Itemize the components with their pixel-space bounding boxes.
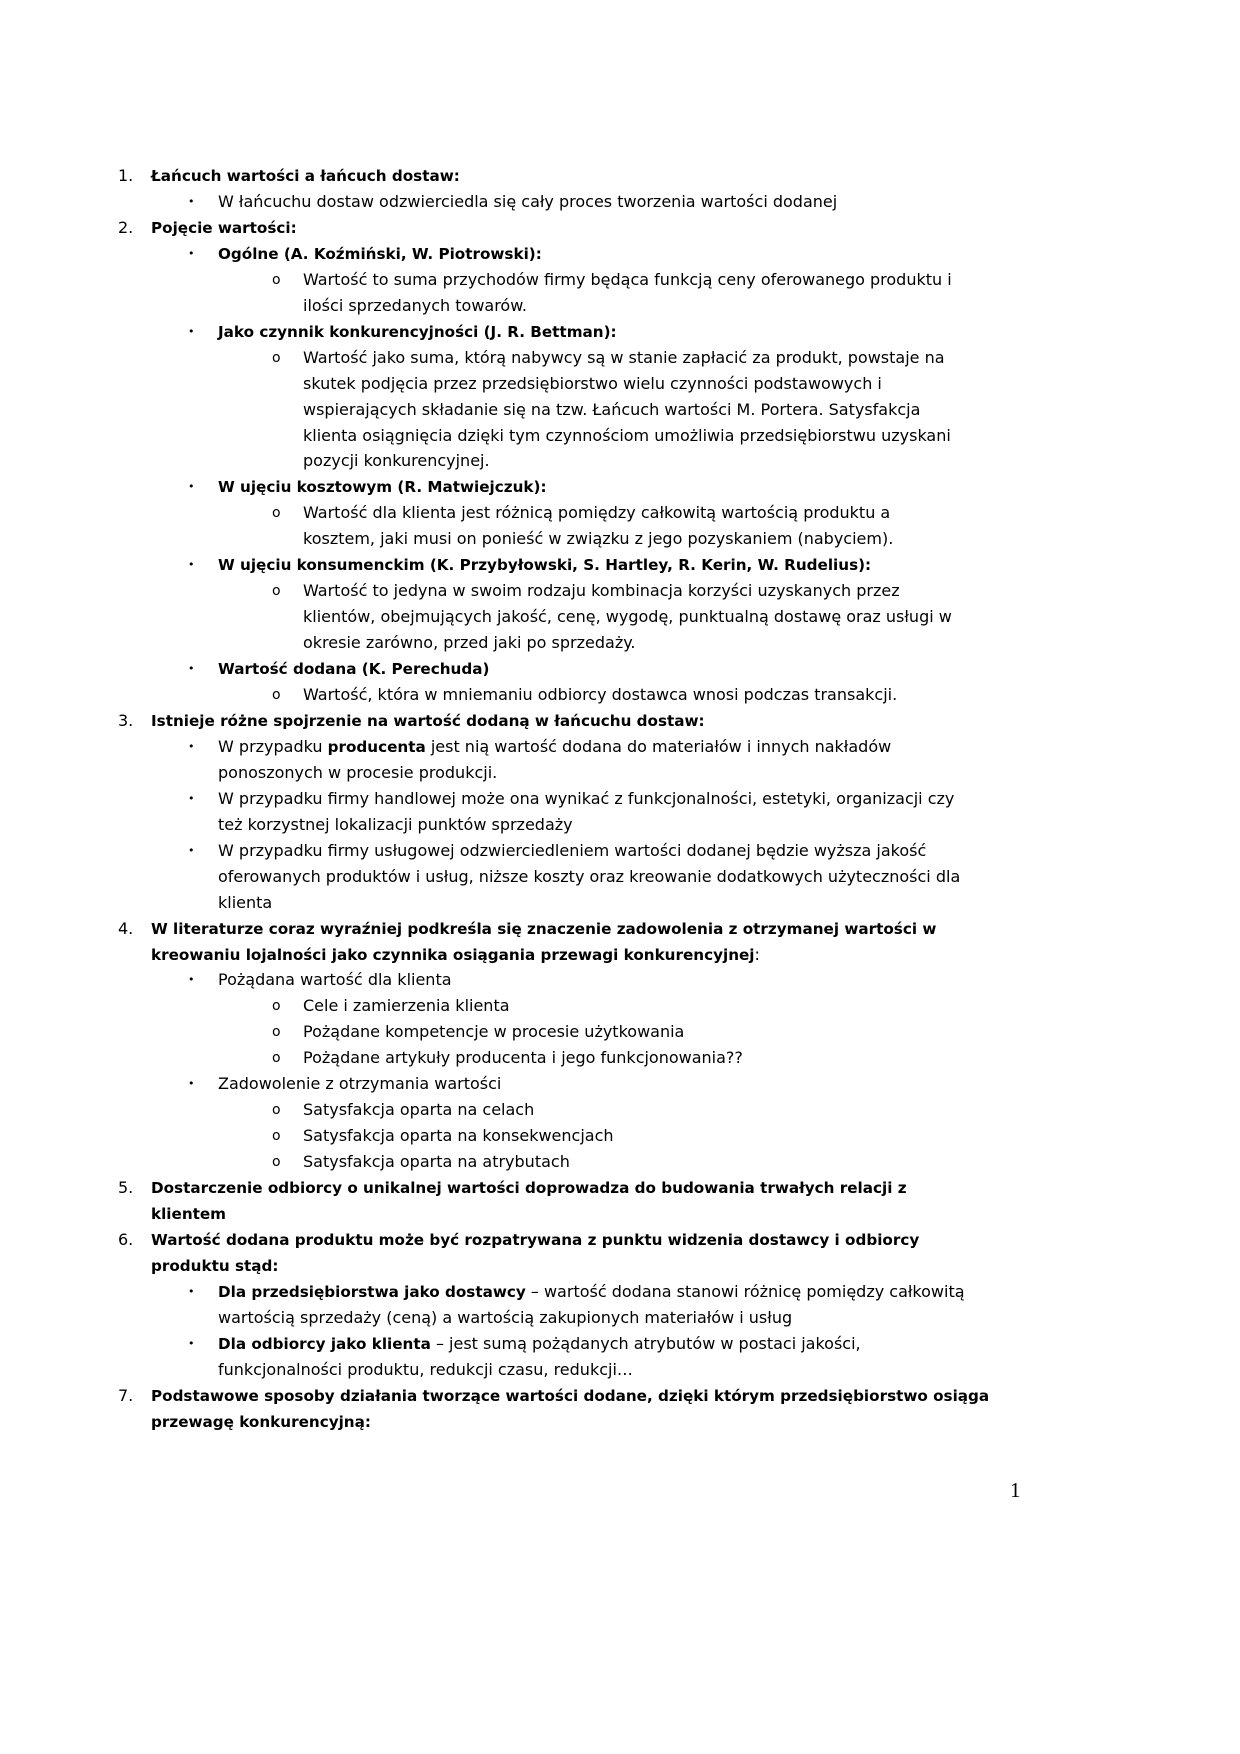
list-item — [218, 970, 452, 990]
text: Cele i zamierzenia klienta — [303, 996, 510, 1016]
text: W łańcuchu dostaw odzwierciedla się cały proces tworzenia wartości dodanej — [218, 191, 838, 211]
text: wspierających składanie się na tzw. Łańcuch wartości M. Portera. Satysfakcja — [303, 399, 921, 419]
list-item — [218, 893, 272, 913]
circle-bullet-icon: o — [272, 271, 281, 288]
bullet-icon: • — [188, 194, 195, 208]
bold-text: Podstawowe sposoby działania tworzące wartości dodane, dzięki którym przedsiębiorstwo osiąga — [151, 1386, 990, 1405]
list-item-heading — [151, 1412, 371, 1432]
list-item — [303, 1048, 743, 1068]
list-item-heading — [151, 166, 460, 186]
list-item-heading — [151, 1204, 226, 1224]
list-item — [303, 529, 893, 549]
text: Wartość to suma przychodów firmy będąca funkcją ceny oferowanego produktu i — [303, 269, 952, 289]
list-item — [218, 555, 871, 575]
text: Pożądane artykuły producenta i jego funkcjonowania?? — [303, 1048, 743, 1068]
list-item — [218, 1308, 792, 1328]
text: okresie zarówno, przed jaki po sprzedaży. — [303, 633, 636, 653]
text: klientów, obejmujących jakość, cenę, wygodę, punktualną dostawę oraz usługi w — [303, 607, 952, 627]
circle-bullet-icon: o — [272, 505, 281, 522]
text: W przypadku firmy handlowej może ona wynikać z funkcjonalności, estetyki, organizacji czy — [218, 788, 955, 808]
text: W przypadku firmy usługowej odzwierciedleniem wartości dodanej będzie wyższa jakość — [218, 840, 927, 860]
bold-text: Wartość dodana (K. Perechuda) — [218, 660, 490, 679]
list-item — [218, 192, 837, 212]
text: też korzystnej lokalizacji punktów sprzedaży — [218, 814, 573, 834]
list-item — [218, 1282, 965, 1302]
list-item — [303, 296, 527, 316]
text: – wartość dodana stanowi różnicę pomiędzy całkowitą — [525, 1281, 965, 1301]
text: Wartość jako suma, którą nabywcy są w stanie zapłacić za produkt, powstaje na — [303, 347, 945, 367]
list-item — [218, 737, 891, 757]
list-item-heading — [151, 1386, 989, 1406]
text: skutek podjęcia przez przedsiębiorstwo wielu czynności podstawowych i — [303, 373, 882, 393]
list-item-heading — [151, 711, 705, 731]
text: pozycji konkurencyjnej. — [303, 451, 490, 471]
list-item — [218, 244, 542, 264]
text: ponoszonych w procesie produkcji. — [218, 762, 498, 782]
list-item — [218, 322, 617, 342]
bold-text: W ujęciu konsumenckim (K. Przybyłowski, S. Hartley, R. Kerin, W. Rudelius): — [218, 556, 872, 575]
list-item — [218, 477, 547, 497]
text: kosztem, jaki musi on ponieść w związku z jego pozyskaniem (nabyciem). — [303, 529, 894, 549]
circle-bullet-icon: o — [272, 998, 281, 1015]
list-item — [303, 374, 882, 394]
bold-text: Ogólne (A. Koźmiński, W. Piotrowski): — [218, 244, 542, 263]
list-number: 6. — [118, 1229, 134, 1249]
text: Wartość to jedyna w swoim rodzaju kombinacja korzyści uzyskanych przez — [303, 581, 900, 601]
list-item-heading — [151, 1230, 919, 1250]
text: Wartość, która w mniemaniu odbiorcy dostawca wnosi podczas transakcji. — [303, 685, 898, 704]
list-item — [303, 1022, 684, 1042]
list-item — [218, 789, 954, 809]
bold-text: przewagę konkurencyjną: — [151, 1412, 371, 1431]
text: oferowanych produktów i usług, niższe koszty oraz kreowanie dodatkowych użyteczności dla — [218, 866, 961, 886]
list-item — [218, 867, 960, 887]
circle-bullet-icon: o — [272, 1050, 281, 1067]
bullet-icon: • — [188, 324, 195, 338]
list-number: 7. — [118, 1385, 134, 1405]
text: wartością sprzedaży (ceną) a wartością zakupionych materiałów i usług — [218, 1307, 793, 1327]
bold-text: Pojęcie wartości: — [151, 218, 297, 237]
list-number: 4. — [118, 918, 134, 938]
bold-text: klientem — [151, 1205, 227, 1223]
circle-bullet-icon: o — [272, 349, 281, 366]
text: Satysfakcja oparta na konsekwencjach — [303, 1126, 614, 1146]
bold-text: Dla odbiorcy jako klienta — [218, 1334, 431, 1353]
text: Satysfakcja oparta na atrybutach — [303, 1152, 570, 1172]
list-item — [303, 426, 951, 446]
text: Pożądana wartość dla klienta — [218, 970, 452, 990]
bold-text: Wartość dodana produktu może być rozpatrywana z punktu widzenia dostawcy i odbiorcy — [151, 1230, 920, 1249]
list-item — [303, 270, 952, 290]
list-item — [303, 996, 510, 1016]
list-item-heading — [151, 1178, 907, 1198]
list-number: 5. — [118, 1178, 134, 1198]
list-item — [303, 348, 945, 368]
bold-text: W literaturze coraz wyraźniej podkreśla się znaczenie zadowolenia z otrzymanej wartości w — [151, 919, 937, 938]
bullet-icon: • — [188, 791, 195, 805]
circle-bullet-icon: o — [272, 1154, 281, 1171]
bullet-icon: • — [188, 973, 195, 987]
list-item — [303, 400, 920, 420]
list-item — [218, 841, 926, 861]
text: jest nią wartość dodana do materiałów i innych nakładów — [425, 736, 892, 756]
text: ilości sprzedanych towarów. — [303, 295, 527, 315]
bold-text: W ujęciu kosztowym (R. Matwiejczuk): — [218, 478, 547, 497]
list-item — [218, 1334, 861, 1354]
list-item — [218, 1360, 633, 1380]
bold-text: Dla przedsiębiorstwa jako dostawcy — [218, 1282, 526, 1301]
bullet-icon: • — [188, 739, 195, 753]
list-item — [218, 763, 497, 783]
text: W przypadku — [218, 736, 328, 756]
list-number: 1. — [118, 166, 134, 185]
text: – jest sumą pożądanych atrybutów w postaci jakości, — [430, 1333, 861, 1353]
list-item-heading — [151, 1256, 278, 1276]
list-item — [303, 451, 490, 471]
bullet-icon: • — [188, 246, 195, 260]
list-number: 2. — [118, 217, 134, 237]
bold-text: Łańcuch wartości a łańcuch dostaw: — [151, 167, 460, 185]
text: : — [754, 944, 760, 964]
bold-text: producenta — [327, 737, 426, 756]
bullet-icon: • — [188, 480, 195, 494]
text: Wartość dla klienta jest różnicą pomiędzy całkowitą wartością produktu a — [303, 503, 891, 523]
list-item — [218, 815, 573, 835]
bullet-icon: • — [188, 1336, 195, 1350]
bold-text: Jako czynnik konkurencyjności (J. R. Bettman): — [218, 322, 617, 341]
circle-bullet-icon: o — [272, 583, 281, 600]
list-item — [303, 685, 897, 705]
list-item — [303, 1152, 570, 1172]
list-item-heading — [151, 919, 936, 939]
bullet-icon: • — [188, 1284, 195, 1298]
circle-bullet-icon: o — [272, 687, 281, 703]
list-item — [218, 659, 489, 679]
bold-text: produktu stąd: — [151, 1256, 279, 1275]
list-number: 3. — [118, 710, 134, 730]
bullet-icon: • — [188, 843, 195, 857]
list-item — [303, 503, 890, 523]
text: klienta osiągnięcia dzięki tym czynnościom umożliwia przedsiębiorstwu uzyskani — [303, 425, 951, 445]
list-item — [303, 581, 900, 601]
list-item — [303, 1100, 534, 1120]
bullet-icon: • — [188, 662, 195, 676]
list-item — [218, 1074, 501, 1094]
bullet-icon: • — [188, 558, 195, 572]
circle-bullet-icon: o — [272, 1024, 281, 1041]
bullet-icon: • — [188, 1077, 195, 1091]
list-item — [303, 633, 635, 653]
text: Zadowolenie z otrzymania wartości — [218, 1074, 502, 1094]
list-item-heading — [151, 945, 760, 965]
list-item-heading — [151, 218, 297, 238]
bold-text: Istnieje różne spojrzenie na wartość dodaną w łańcuchu dostaw: — [151, 711, 705, 730]
text: Satysfakcja oparta na celach — [303, 1100, 535, 1120]
text: Pożądane kompetencje w procesie użytkowania — [303, 1022, 685, 1042]
list-item — [303, 607, 952, 627]
circle-bullet-icon: o — [272, 1128, 281, 1145]
circle-bullet-icon: o — [272, 1102, 281, 1119]
text: klienta — [218, 892, 273, 912]
list-item — [303, 1126, 614, 1146]
bold-text: kreowaniu lojalności jako czynnika osiągania przewagi konkurencyjnej — [151, 945, 755, 964]
bold-text: Dostarczenie odbiorcy o unikalnej wartości doprowadza do budowania trwałych relacji z — [151, 1179, 907, 1198]
page-number: 1 — [1010, 1478, 1021, 1502]
text: funkcjonalności produktu, redukcji czasu, redukcji… — [218, 1359, 633, 1379]
